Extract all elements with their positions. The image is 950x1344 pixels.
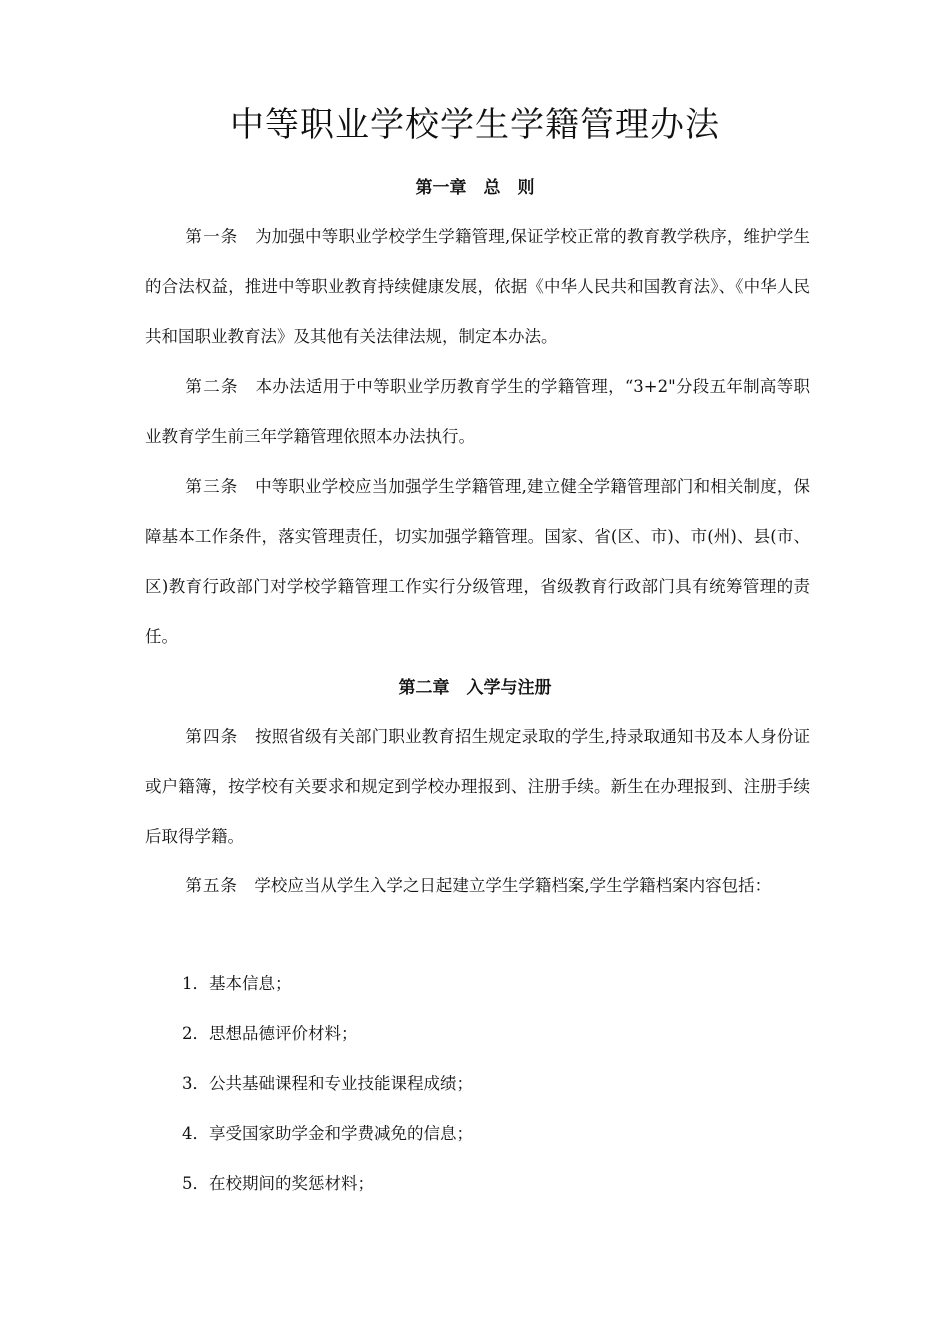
article-1 [145, 212, 810, 362]
article-1-number: 第一条 [185, 227, 239, 246]
list-item: 3．公共基础课程和专业技能课程成绩； [182, 1074, 473, 1093]
list-item: 4．享受国家助学金和学费减免的信息； [182, 1124, 473, 1143]
article-2-text: 本办法适用于中等职业学历教育学生的学籍管理，“3+2"分段五年制高等职业教育学生前三年学籍管理依照本办法执行。 [145, 377, 810, 446]
article-5-number: 第五条 [185, 876, 238, 895]
chapter-1-heading: 第一章 总 则 [415, 178, 535, 198]
chapter-2-heading: 第二章 入学与注册 [398, 678, 552, 698]
archive-contents-list [182, 959, 473, 1209]
article-3-text: 中等职业学校应当加强学生学籍管理,建立健全学籍管理部门和相关制度，保障基本工作条件，落实管理责任，切实加强学籍管理。国家、省(区、市)、市(州)、县(市、区)教育行政部门对学校学籍管理工作实行分级管理，省级教育行政部门具有统筹管理的责任。 [145, 477, 811, 646]
article-2 [145, 362, 810, 462]
article-5-text: 学校应当从学生入学之日起建立学生学籍档案,学生学籍档案内容包括： [254, 876, 772, 895]
article-4-text: 按照省级有关部门职业教育招生规定录取的学生,持录取通知书及本人身份证或户籍簿，按学校有关要求和规定到学校办理报到、注册手续。新生在办理报到、注册手续后取得学籍。 [145, 727, 811, 846]
document-title: 中等职业学校学生学籍管理办法 [230, 105, 720, 145]
article-3 [145, 462, 810, 662]
list-item: 2．思想品德评价材料； [182, 1024, 358, 1043]
article-4-number: 第四条 [185, 727, 239, 746]
article-3-number: 第三条 [185, 477, 239, 496]
list-item: 1．基本信息； [182, 974, 292, 993]
article-2-number: 第二条 [185, 377, 239, 396]
list-item: 5．在校期间的奖惩材料； [182, 1174, 374, 1193]
article-1-text: 为加强中等职业学校学生学籍管理,保证学校正常的教育教学秩序，维护学生的合法权益，推进中等职业教育持续健康发展，依据《中华人民共和国教育法》、《中华人民共和国职业教育法》及其他有关法律法规，制定本办法。 [145, 227, 811, 346]
article-4 [145, 712, 810, 862]
article-5 [145, 861, 810, 911]
